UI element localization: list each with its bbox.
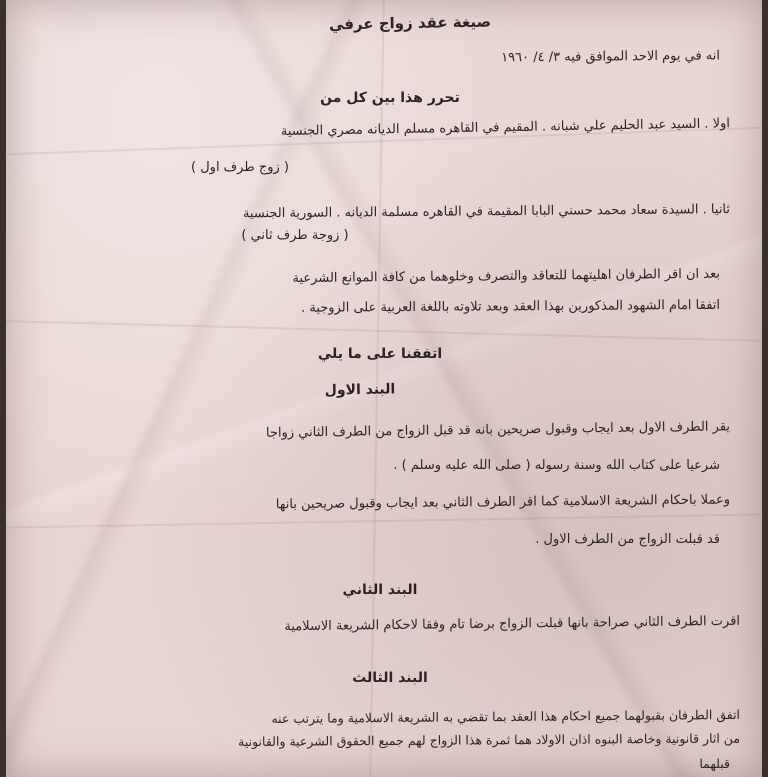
paper-crease [6,513,762,528]
paper-crease [6,320,762,342]
clause-two-line-1: اقرت الطرف الثاني صراحة بانها قبلت الزواج برضا تام وفقا لاحكام الشريعة الاسلامية [284,613,741,635]
clause-one-line-2: شرعيا على كتاب الله وسنة رسوله ( صلى الله عليه وسلم ) . [393,458,720,473]
agreed-line: اتفقنا على ما يلي [317,346,443,362]
clause-one-line-3: وعملا باحكام الشريعة الاسلامية كما اقر الطرف الثاني بعد ايجاب وقبول صريحين بانها [275,492,731,513]
date-line: انه في يوم الاحد الموافق فيه ٣/ ٤/ ١٩٦٠ [501,48,721,66]
party-one-label: ( زوج طرف اول ) [191,160,289,175]
clause-three-line-3: قبلهما [699,756,730,771]
clause-three-line-1: اتفق الطرفان بقبولهما جميع احكام هذا العقد بما تقضي به الشريعة الاسلامية وما يترتب عنه [271,706,741,727]
clause-three-heading: البند الثالث [352,670,428,686]
clause-one-line-1: يقر الطرف الاول بعد ايجاب وقبول صريحين بانه قد قبل الزواج من الطرف الثاني زواجا [265,419,731,441]
party-two-label: ( زوجة طرف ثاني ) [241,228,349,243]
clause-two-heading: البند الثاني [342,582,418,598]
clause-three-line-2: من اثار قانونية وخاصة البنوه اذان الاولاد هما ثمرة هذا الزواج لهم جميع الحقوق الشرعية والقانونية [238,730,741,750]
clause-one-heading: البند الاول [324,381,396,399]
capacity-line: بعد ان اقر الطرفان اهليتهما للتعاقد والتصرف وخلوهما من كافة الموانع الشرعية [292,266,721,287]
witnesses-line: اتفقا امام الشهود المذكورين بهذا العقد وبعد تلاوته باللغة العربية على الزوجية . [301,297,721,316]
clause-one-line-4: قد قبلت الزواج من الطرف الاول . [535,532,720,547]
document-title: صيغة عقد زواج عرفي [328,12,492,34]
parties-intro: تحرر هذا بين كل من [320,90,460,106]
party-two-line: ثانيا . السيدة سعاد محمد حسني البابا المقيمة في القاهره مسلمة الديانه . السورية الجنسية [242,202,731,222]
party-one-line: اولا . السيد عبد الحليم علي شبانه . المقيم في القاهره مسلم الديانه مصري الجنسية [280,116,731,140]
